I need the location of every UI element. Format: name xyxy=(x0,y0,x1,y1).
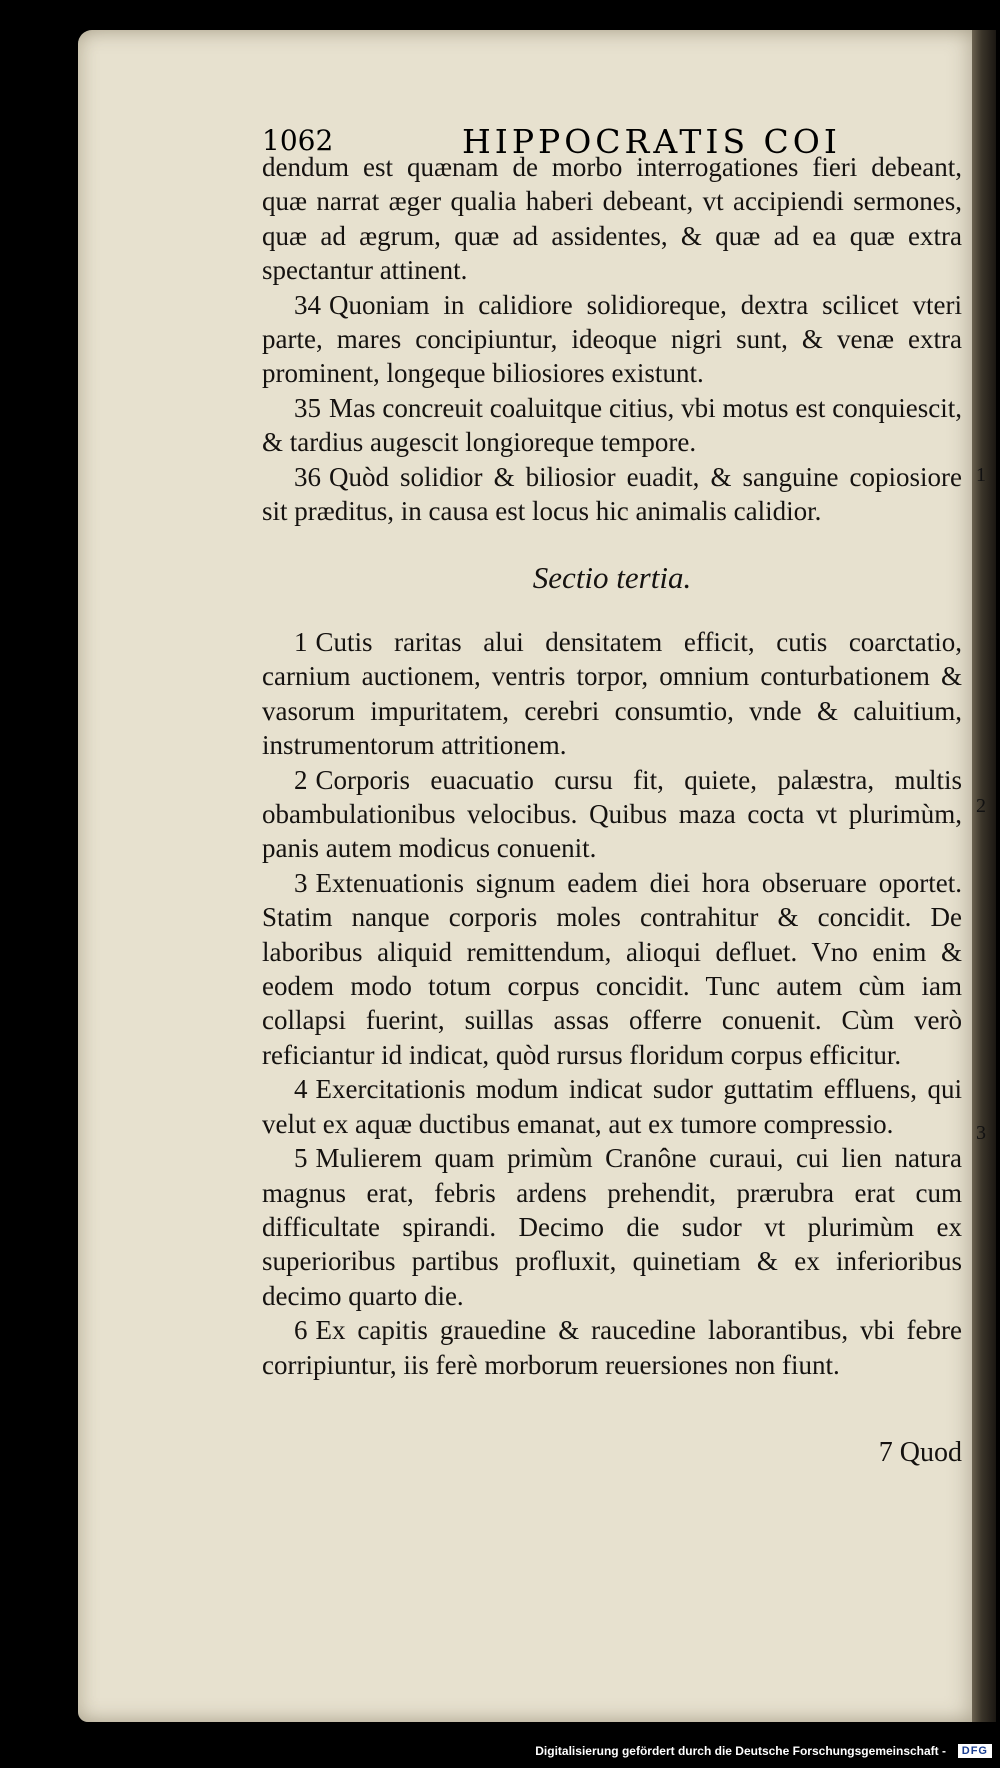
paragraph-number: 1 xyxy=(294,627,308,657)
text-block-bottom xyxy=(262,625,962,1382)
paragraph-text: Mulierem quam primùm Cranône curaui, cui lien natura magnus erat, febris ardens prehendit, prærubra erat cum difficultate spirandi. Decimo die sudor vt plurimùm ex superioribus partibus profluxit, quinetiam & ex inferioribus decimo quarto die. xyxy=(262,1143,962,1311)
margin-mark: 3 xyxy=(976,1122,986,1144)
numbered-paragraph xyxy=(262,763,962,866)
margin-mark: 2 xyxy=(976,795,986,817)
section-heading: Sectio tertia. xyxy=(532,560,692,595)
paragraph-text: Extenuationis signum eadem diei hora obseruare oportet. Statim nanque corporis moles contrahitur & concidit. De laboribus aliquid remittendum, alioqui defluet. Vno enim & eodem modo totum corpus concidit. Tunc autem cùm iam collapsi fuerint, suillas assas offerre conuenit. Cùm verò reficiantur id indicat, quòd rursus floridum corpus efficitur. xyxy=(262,867,962,1070)
paragraph-text: Quòd solidior & biliosior euadit, & sanguine copiosiore sit præditus, in causa est locus hic animalis calidior. xyxy=(262,461,962,527)
dfg-logo: DFG xyxy=(958,1744,992,1758)
paragraph-text: Corporis euacuatio cursu fit, quiete, palæstra, multis obambulationibus velocibus. Quibus maza cocta vt plurimùm, panis autem modicus conuenit. xyxy=(262,764,962,864)
paragraph-number: 5 xyxy=(294,1143,308,1174)
paragraph-text: Mas concreuit coaluitque citius, vbi motus est conquiescit, & tardius augescit longioreque tempore. xyxy=(262,392,962,458)
paragraph-number: 34 xyxy=(294,289,321,320)
numbered-paragraph xyxy=(262,625,962,763)
running-title: HIPPOCRATIS COI xyxy=(462,122,841,161)
paragraph-text: Cutis raritas alui densitatem efficit, cutis coarctatio, carnium auctionem, ventris torpor, omnium conturbationem & vasorum impuritatem, cerebri consumtio, vnde & caluitium, instrumentorum attritionem. xyxy=(262,627,962,761)
paragraph-number: 3 xyxy=(294,867,308,898)
footer-credit: Digitalisierung gefördert durch die Deutsche Forschungsgemeinschaft - xyxy=(535,1744,946,1758)
numbered-paragraph xyxy=(262,866,962,1072)
paragraph-number: 6 xyxy=(294,1315,308,1346)
paragraph-number: 35 xyxy=(294,392,321,423)
margin-mark: 1 xyxy=(976,464,986,486)
text-block-top xyxy=(262,150,962,528)
page-number: 1062 xyxy=(262,124,334,157)
catchword: 7 Quod xyxy=(878,1437,962,1468)
numbered-paragraph xyxy=(262,391,962,460)
paragraph-text: Exercitationis modum indicat sudor guttatim effluens, qui velut ex aquæ ductibus emanat, aut ex tumore compressio. xyxy=(262,1074,962,1139)
paragraph-text: Ex capitis grauedine & raucedine laborantibus, vbi febre corripiuntur, iis ferè morborum reuersiones non fiunt. xyxy=(262,1315,962,1380)
paragraph-number: 4 xyxy=(294,1074,308,1105)
numbered-paragraph xyxy=(262,288,962,391)
numbered-paragraph xyxy=(262,1141,962,1313)
footer-bar xyxy=(0,1738,1000,1768)
paragraph-number: 36 xyxy=(294,461,321,492)
numbered-paragraph xyxy=(262,1072,962,1141)
continuation-paragraph: dendum est quænam de morbo interrogationes fieri debeant, quæ narrat æger qualia haberi debeant, vt accipiendi sermones, quæ ad ægrum, quæ ad assidentes, & quæ ad ea quæ extra spectantur attinent. xyxy=(262,152,962,286)
paragraph-text: Quoniam in calidiore solidioreque, dextra scilicet vteri parte, mares concipiuntur, ideoque nigri sunt, & venæ extra prominent, longeque biliosiores existunt. xyxy=(262,289,962,389)
paragraph-number: 2 xyxy=(294,764,308,795)
numbered-paragraph xyxy=(262,1313,962,1382)
numbered-paragraph xyxy=(262,460,962,529)
page-edge xyxy=(972,30,996,1722)
